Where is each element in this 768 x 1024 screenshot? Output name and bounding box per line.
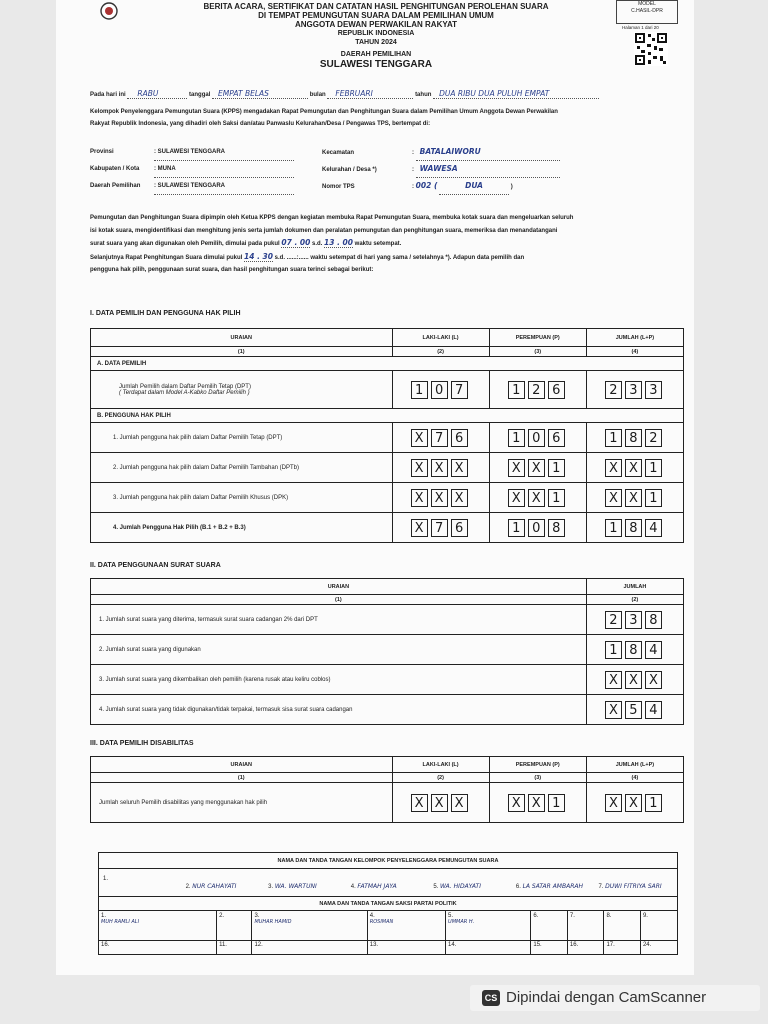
digit-box: X [451,794,468,812]
kecamatan-label: Kecamatan [322,150,355,156]
digit-box: X [451,459,468,477]
camscanner-text: Dipindai dengan CamScanner [506,989,707,1006]
procedure-line5: pengguna hak pilih, penggunaan surat suara, dan hasil penghitungan suara terinci sebagai berikut: [90,267,374,273]
daerah-row [90,178,350,195]
digit-box: X [411,429,428,447]
tanggal-label: tanggal [189,92,211,98]
page-counter: Halaman 1 dari 20 [622,25,659,30]
digit-box: X [625,794,642,812]
digit-box: X [508,794,525,812]
b1-j-boxes [605,430,665,446]
s2-col-uraian: URAIAN [91,579,587,595]
s2-r3-label: 3. Jumlah surat suara yang dikembalikan oleh pemilih (karena rusak atau keliru coblos) [91,665,587,695]
digit-box: 1 [605,519,622,537]
digit-box: 2 [645,429,662,447]
tps-label: Nomor TPS [322,184,355,190]
model-box [616,0,678,24]
kpps-name: FATMAH JAYA [357,883,397,890]
kpps-name: WA. HIDAYATI [440,883,481,890]
kpps-num: 4. [350,884,356,890]
dpt-p-cell [489,371,586,409]
s2-r2-cell [586,635,683,665]
digit-box: 0 [528,519,545,537]
digit-box: X [411,794,428,812]
count-start-time: 14 . 30 [244,251,273,261]
digit-box: X [411,519,428,537]
location-right [322,144,622,195]
saksi-slot [217,911,252,941]
saksi-num: 1. [101,913,107,919]
intro-line2: Rakyat Republik Indonesia, yang dihadiri oleh Saksi dan/atau Panwaslu Kelurahan/Desa / Pengawas TPS, bertempat di: [90,121,431,127]
s2-r1-label: 1. Jumlah surat suara yang diterima, termasuk surat suara cadangan 2% dari DPT [91,605,587,635]
signature-table [98,852,678,955]
saksi-slot [446,911,531,941]
dpt-label-line1: Jumlah Pemilih dalam Daftar Pemilih Tetap (DPT) [119,383,251,390]
digit-box: 6 [451,519,468,537]
saksi-title: NAMA DAN TANDA TANGAN SAKSI PARTAI POLITIK [99,897,678,911]
b2-label: 2. Jumlah pengguna hak pilih dalam Daftar Pemilih Tambahan (DPTb) [91,453,393,483]
digit-box: X [605,701,622,719]
procedure-line3b: waktu setempat. [354,241,402,247]
title-line5: TAHUN 2024 [355,39,397,46]
s3-num1: (1) [91,773,393,783]
s2-r2-boxes [605,642,665,658]
digit-box: 1 [548,794,565,812]
digit-box: 1 [548,489,565,507]
s1-col-l: LAKI-LAKI (L) [392,329,489,347]
procedure-line3a: surat suara yang akan digunakan oleh Pemilih, dimulai pada pukul [90,241,280,247]
digit-box: 2 [528,381,545,399]
kabupaten-row [90,161,350,178]
tps-number: 002 ( [415,181,438,190]
b3-label: 3. Jumlah pengguna hak pilih dalam Daftar Pemilih Khusus (DPK) [91,483,393,513]
b4-l-boxes [411,520,471,536]
provinsi-row [90,144,350,161]
s2-num1: (1) [91,595,587,605]
tanggal-value: EMPAT BELAS [212,90,308,99]
s3-col-l: LAKI-LAKI (L) [392,757,489,773]
kecamatan-row: Kecamatan : BATALAIWORU [322,144,622,161]
saksi-num: 7. [569,913,575,919]
saksi-slot [367,911,445,941]
dpt-p-boxes [508,382,568,398]
saksi-name: MUHAR HAMID [254,919,292,925]
b4-j-boxes [605,520,665,536]
b3-j-boxes [605,490,665,506]
s3-p-cell [489,783,586,823]
b4-l-cell [392,513,489,543]
camscanner-watermark [470,985,760,1011]
digit-box: X [625,459,642,477]
tps-row: Nomor TPS : 002 ( DUA ) [322,178,622,195]
kpps-num: 6. [515,884,521,890]
s3-col-j: JUMLAH (L+P) [586,757,683,773]
saksi-num: 5. [448,913,454,919]
saksi-slot [252,911,367,941]
kpps-slot [429,873,512,892]
digit-box: 4 [645,519,662,537]
row3-slot: 13. [367,941,445,955]
dapil-label: DAERAH PEMILIHAN [340,51,412,58]
saksi-num: 4. [369,913,375,919]
row3-slot: 17. [604,941,641,955]
kelurahan-value: WAWESA [416,161,560,178]
document-title [166,2,586,71]
saksi-slot [531,911,568,941]
b3-p-boxes [508,490,568,506]
dpt-j-cell [586,371,683,409]
dapil-name: SULAWESI TENGGARA [319,59,433,70]
digit-box: X [431,459,448,477]
row3-slot: 15. [531,941,568,955]
s2-r1-cell [586,605,683,635]
s2-r2-label: 2. Jumlah surat suara yang digunakan [91,635,587,665]
dpt-l-cell [392,371,489,409]
row3-slot: 24. [640,941,677,955]
b2-p-boxes [508,460,568,476]
digit-box: X [508,489,525,507]
digit-box: X [625,671,642,689]
tahun-label: tahun [415,92,432,98]
tps-words: DUA [439,178,509,195]
saksi-slot [99,911,217,941]
dpt-label [91,371,393,409]
kpps-row [99,873,677,892]
kpps-num: 5. [433,884,439,890]
kpps-slot [594,873,677,892]
procedure-line4 [90,251,690,265]
b1-p-boxes [508,430,568,446]
digit-box: 7 [431,429,448,447]
digit-box: 7 [451,381,468,399]
kelurahan-label: Kelurahan / Desa *) [322,167,377,173]
s2-r4-label: 4. Jumlah surat suara yang tidak digunakan/tidak terpakai, termasuk sisa surat suara cadangan [91,695,587,725]
row3-slot: 12. [252,941,367,955]
digit-box: X [528,794,545,812]
digit-box: X [645,671,662,689]
kpps-slot [99,873,182,892]
digit-box: 7 [431,519,448,537]
bulan-label: bulan [309,92,326,98]
kpps-slot [512,873,595,892]
b1-l-boxes [411,430,471,446]
digit-box: X [528,459,545,477]
row3-slot: 14. [446,941,531,955]
s2-r1-boxes [605,612,665,628]
b1-l-cell [392,423,489,453]
provinsi-value: : SULAWESI TENGGARA [154,144,294,161]
digit-box: X [625,489,642,507]
s3-num2: (2) [392,773,489,783]
section2-title: II. DATA PENGGUNAAN SURAT SUARA [90,562,221,569]
title-line2: DI TEMPAT PEMUNGUTAN SUARA DALAM PEMILIHAN UMUM [258,11,494,20]
digit-box: X [431,489,448,507]
procedure-line2: isi kotak suara, mengidentifikasi dan menghitung jenis serta jumlah dokumen dan peralatan pemungutan dan penghitungan suara, memeriksa dan menandatangani [90,227,558,234]
kpps-slot [182,873,265,892]
kpps-title: NAMA DAN TANDA TANGAN KELOMPOK PENYELENGGARA PEMUNGUTAN SUARA [99,853,678,869]
saksi-name: ROSIMAN [369,919,394,925]
digit-box: X [508,459,525,477]
digit-box: 6 [451,429,468,447]
digit-box: X [605,794,622,812]
dpt-l-boxes [411,382,471,398]
b1-p-cell [489,423,586,453]
kpps-num: 3. [268,884,274,890]
kecamatan-value: BATALAIWORU [416,144,560,161]
digit-box: 8 [645,611,662,629]
b2-j-cell [586,453,683,483]
kpps-num: 1. [103,876,109,882]
kpps-slot [347,873,430,892]
saksi-num: 3. [254,913,260,919]
digit-box: 1 [548,459,565,477]
daerah-value: : SULAWESI TENGGARA [154,178,294,195]
digit-box: 1 [645,794,662,812]
saksi-num: 9. [642,913,648,919]
camscanner-logo-icon: CS [482,990,500,1006]
row3-slot: 11. [217,941,252,955]
tahun-value: DUA RIBU DUA PULUH EMPAT [433,90,599,99]
digit-box: 2 [605,381,622,399]
section3-title: III. DATA PEMILIH DISABILITAS [90,740,194,747]
b4-p-cell [489,513,586,543]
s1-col-j: JUMLAH (L+P) [586,329,683,347]
digit-box: 1 [645,459,662,477]
digit-box: 8 [625,429,642,447]
saksi-num: 8. [606,913,612,919]
kelurahan-row: Kelurahan / Desa *) : WAWESA [322,161,622,178]
section-a-label: A. DATA PEMILIH [91,357,684,371]
s1-num2: (2) [392,347,489,357]
procedure-line4a: Selanjutnya Rapat Penghitungan Suara dimulai pukul [90,254,243,261]
digit-box: 1 [605,429,622,447]
section-b-label: B. PENGGUNA HAK PILIH [91,409,684,423]
digit-box: 1 [645,489,662,507]
s1-num1: (1) [91,347,393,357]
kabupaten-label: Kabupaten / Kota [90,166,140,172]
digit-box: 1 [508,429,525,447]
s3-j-boxes [605,795,665,811]
procedure-paragraph [90,212,690,277]
b3-l-boxes [411,490,471,506]
procedure-line1: Pemungutan dan Penghitungan Suara dipimpin oleh Ketua KPPS dengan kegiatan membuka Rapat Pemungutan Suara, membuka kotak suara dan mengeluarkan seluruh [90,215,574,221]
intro-paragraph [90,106,690,130]
row3-slot: 16. [99,941,217,955]
title-line3: ANGGOTA DEWAN PERWAKILAN RAKYAT [294,20,458,29]
saksi-slot [640,911,677,941]
hari-value: RABU [127,90,187,99]
digit-box: 8 [548,519,565,537]
provinsi-label: Provinsi [90,149,114,155]
title-line1: BERITA ACARA, SERTIFIKAT DAN CATATAN HASIL PENGHITUNGAN PEROLEHAN SUARA [203,2,549,11]
b2-p-cell [489,453,586,483]
digit-box: 4 [645,641,662,659]
s3-p-boxes [508,795,568,811]
b1-j-cell [586,423,683,453]
b4-label: 4. Jumlah Pengguna Hak Pilih (B.1 + B.2 + B.3) [91,513,393,543]
digit-box: X [451,489,468,507]
saksi-slot [604,911,641,941]
digit-box: 8 [625,641,642,659]
s2-r3-cell [586,665,683,695]
kpu-logo [100,2,118,20]
s3-num4: (4) [586,773,683,783]
opening-date-line [90,90,690,99]
digit-box: 5 [625,701,642,719]
b3-j-cell [586,483,683,513]
s3-j-cell [586,783,683,823]
s3-col-uraian: URAIAN [91,757,393,773]
count-sd: s.d. ......:...... [274,254,309,261]
sd-label: s.d. [312,241,323,247]
kabupaten-value: : MUNA [154,161,294,178]
digit-box: X [431,794,448,812]
pada-hari-ini-label: Pada hari ini [90,92,126,98]
b4-j-cell [586,513,683,543]
s1-col-uraian: URAIAN [91,329,393,347]
digit-box: 3 [625,381,642,399]
kpps-slot [264,873,347,892]
digit-box: 8 [625,519,642,537]
s3-l-cell [392,783,489,823]
b2-l-cell [392,453,489,483]
digit-box: 0 [528,429,545,447]
digit-box: 4 [645,701,662,719]
kpps-num: 2. [185,884,191,890]
b2-j-boxes [605,460,665,476]
s2-r4-cell [586,695,683,725]
s1-num4: (4) [586,347,683,357]
section2-table [90,578,684,725]
s3-col-p: PEREMPUAN (P) [489,757,586,773]
kpps-name: NUR CAHAYATI [192,883,237,890]
location-left [90,144,350,195]
digit-box: 3 [625,611,642,629]
s3-l-boxes [411,795,471,811]
b3-l-cell [392,483,489,513]
saksi-num: 2. [219,913,225,919]
document-page [56,0,694,975]
intro-line1: Kelompok Penyelenggara Pemungutan Suara (KPPS) mengadakan Rapat Pemungutan dan Penghitungan Suara dalam Pemilihan Umum Anggota Dewan Perwakilan [90,109,558,115]
section1-title: I. DATA PEMILIH DAN PENGGUNA HAK PILIH [90,310,241,317]
model-label: MODEL [638,1,656,7]
kpps-name: DUWI FITRIYA SARI [605,883,662,890]
s2-r3-boxes [605,672,665,688]
digit-box: 1 [411,381,428,399]
s3-row-label: Jumlah seluruh Pemilih disabilitas yang menggunakan hak pilih [91,783,393,823]
saksi-name: MUH RAMLI ALI [101,919,140,925]
procedure-line4b: waktu setempat di hari yang sama / setelahnya *). Adapun data pemilih dan [310,254,525,261]
digit-box: 3 [645,381,662,399]
model-code: C.HASIL-DPR [631,8,663,14]
kpps-name: WA. WARTUNI [274,883,317,890]
s2-col-j: JUMLAH [586,579,683,595]
b2-l-boxes [411,460,471,476]
b3-p-cell [489,483,586,513]
qr-code-icon [634,32,668,66]
title-line4: REPUBLIK INDONESIA [337,30,415,37]
start-time: 07 . 00 [281,238,311,247]
digit-box: X [528,489,545,507]
b1-label: 1. Jumlah pengguna hak pilih dalam Daftar Pemilih Tetap (DPT) [91,423,393,453]
digit-box: 1 [605,641,622,659]
dpt-label-line2: ( Terdapat dalam Model A-Kabko Daftar Pemilih ) [119,389,250,396]
section1-table [90,328,684,543]
kpps-signatures [99,869,678,897]
digit-box: 0 [431,381,448,399]
saksi-name: UMMAR H. [448,919,475,925]
digit-box: 6 [548,429,565,447]
daerah-label: Daerah Pemilihan [90,183,141,189]
kpps-num: 7. [598,884,604,890]
tps-close: ) [510,184,513,190]
digit-box: X [411,459,428,477]
dpt-j-boxes [605,382,665,398]
digit-box: 6 [548,381,565,399]
digit-box: X [605,671,622,689]
digit-box: 1 [508,381,525,399]
procedure-line3 [90,237,690,251]
saksi-slot [567,911,604,941]
digit-box: X [605,489,622,507]
digit-box: X [605,459,622,477]
section3-table [90,756,684,823]
s2-num2: (2) [586,595,683,605]
digit-box: 1 [508,519,525,537]
b4-p-boxes [508,520,568,536]
s1-col-p: PEREMPUAN (P) [489,329,586,347]
s1-num3: (3) [489,347,586,357]
s3-num3: (3) [489,773,586,783]
digit-box: 2 [605,611,622,629]
row3-slot: 16. [567,941,604,955]
end-time: 13 . 00 [324,238,353,247]
kpps-name: LA SATAR AMBARAH [522,883,583,890]
saksi-num: 6. [533,913,539,919]
s2-r4-boxes [605,702,665,718]
bulan-value: FEBRUARI [327,90,413,99]
digit-box: X [411,489,428,507]
